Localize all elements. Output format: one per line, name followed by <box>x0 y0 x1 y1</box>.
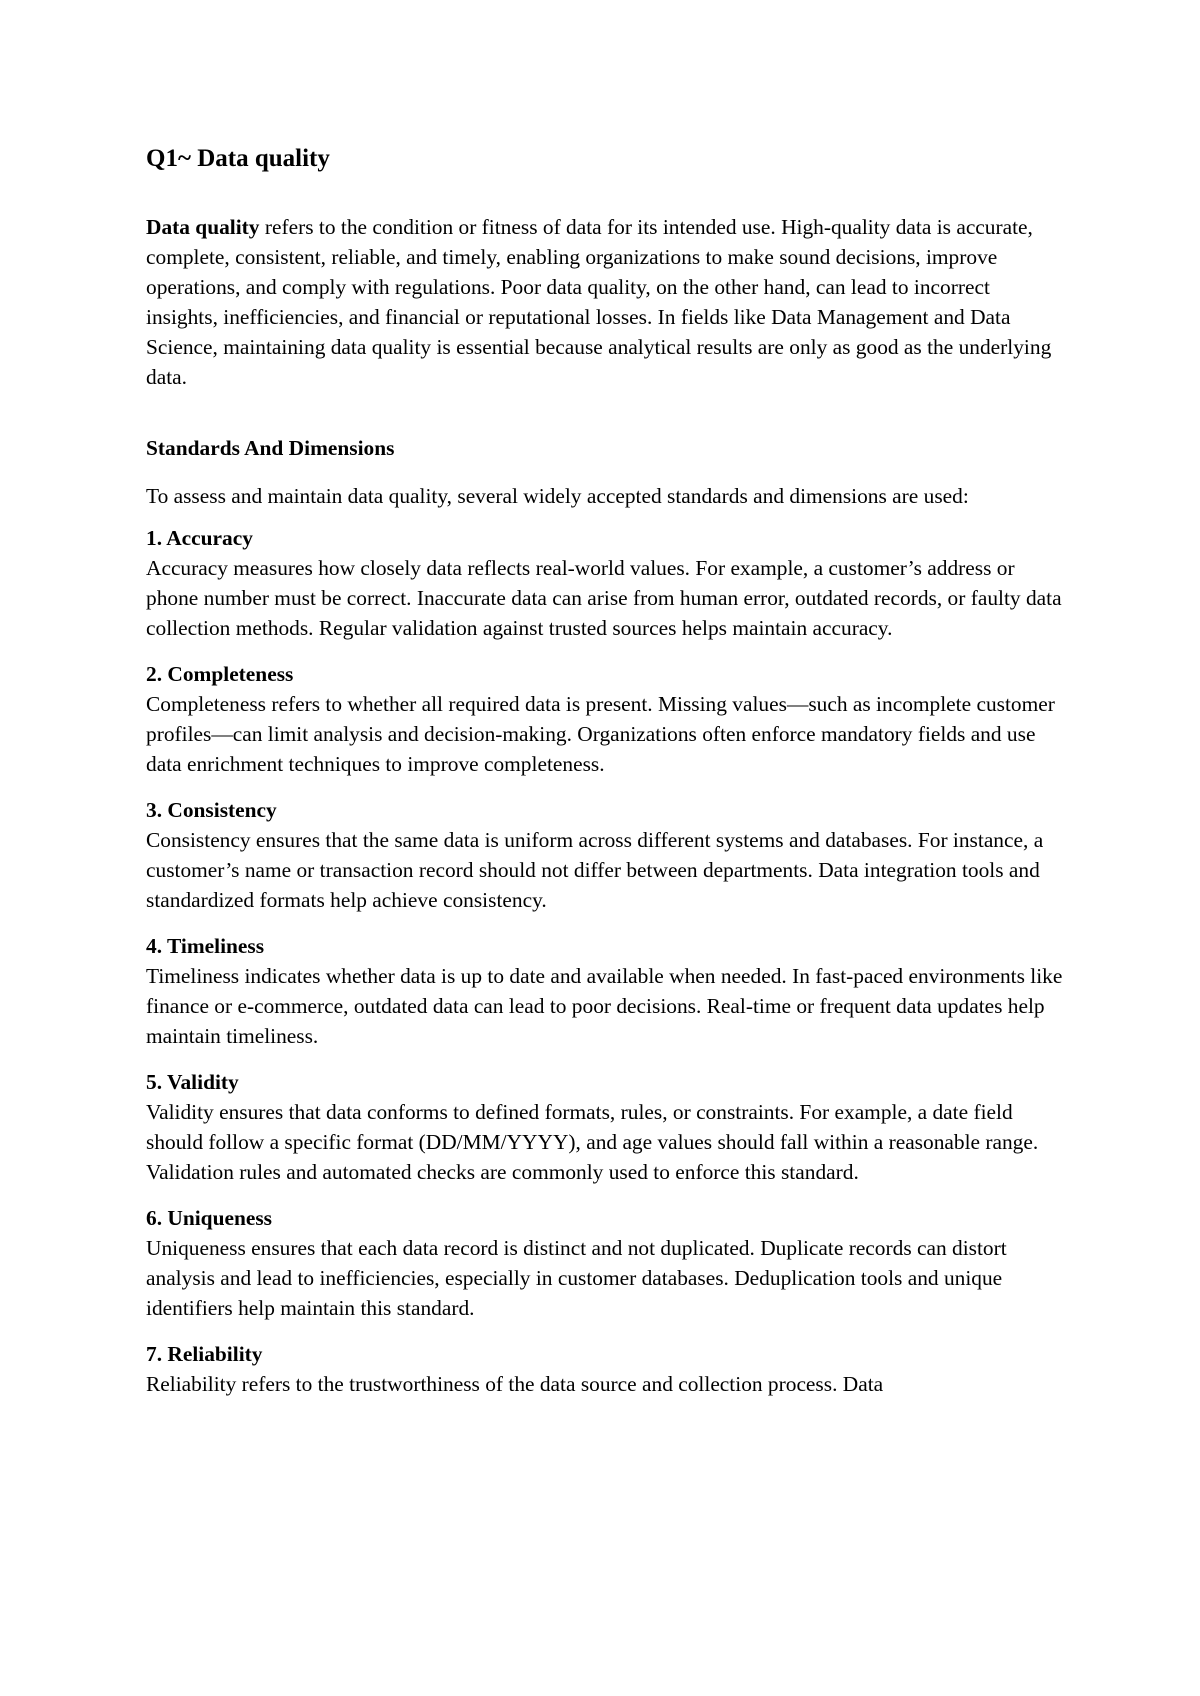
dimension-body: Reliability refers to the trustworthiness of the data source and collection process. Data <box>146 1372 884 1396</box>
dimension-title: 5. Validity <box>146 1070 239 1094</box>
intro-lead-term: Data quality <box>146 215 260 239</box>
intro-paragraph <box>146 212 1066 392</box>
intro-text: refers to the condition or fitness of data for its intended use. High-quality data is accurate, complete, consistent, reliable, and timely, enabling organizations to make sound decisions, improve operations, and comply with regulations. Poor data quality, on the other hand, can lead to incorrect insights, inefficiencies, and financial or reputational losses. In fields like Data Management and Data Science, maintaining data quality is essential because analytical results are only as good as the underlying data. <box>146 215 1052 389</box>
document-page <box>146 142 1066 1415</box>
dimension-body: Accuracy measures how closely data reflects real-world values. For example, a customer’s address or phone number must be correct. Inaccurate data can arise from human error, outdated records, or faulty data collection methods. Regular validation against trusted sources helps maintain accuracy. <box>146 556 1062 640</box>
dimension-body: Completeness refers to whether all required data is present. Missing values—such as incomplete customer profiles—can limit analysis and decision-making. Organizations often enforce mandatory fields and use data enrichment techniques to improve completeness. <box>146 692 1055 776</box>
dimension-body: Timeliness indicates whether data is up to date and available when needed. In fast-paced environments like finance or e-commerce, outdated data can lead to poor decisions. Real-time or frequent data updates help maintain timeliness. <box>146 964 1063 1048</box>
dimension-reliability <box>146 1339 1066 1399</box>
dimension-uniqueness <box>146 1203 1066 1323</box>
document-title: Q1~ Data quality <box>146 145 330 172</box>
dimension-body: Consistency ensures that the same data is uniform across different systems and databases. For instance, a customer’s name or transaction record should not differ between departments. Data integration tools and standardized formats help achieve consistency. <box>146 828 1044 912</box>
dimension-title: 2. Completeness <box>146 662 294 686</box>
dimension-body: Validity ensures that data conforms to defined formats, rules, or constraints. For example, a date field should follow a specific format (DD/MM/YYYY), and age values should fall within a reasonable range. Validation rules and automated checks are commonly used to enforce this standard. <box>146 1100 1039 1184</box>
dimension-consistency <box>146 795 1066 915</box>
dimension-title: 7. Reliability <box>146 1342 263 1366</box>
dimension-completeness <box>146 659 1066 779</box>
dimension-timeliness <box>146 931 1066 1051</box>
dimension-title: 6. Uniqueness <box>146 1206 273 1230</box>
dimension-title: 4. Timeliness <box>146 934 265 958</box>
dimension-title: 1. Accuracy <box>146 526 253 550</box>
dimension-title: 3. Consistency <box>146 798 277 822</box>
dimension-accuracy <box>146 523 1066 643</box>
section-heading: Standards And Dimensions <box>146 436 395 460</box>
dimension-validity <box>146 1067 1066 1187</box>
dimension-body: Uniqueness ensures that each data record is distinct and not duplicated. Duplicate records can distort analysis and lead to inefficiencies, especially in customer databases. Deduplication tools and unique identifiers help maintain this standard. <box>146 1236 1007 1320</box>
section-intro: To assess and maintain data quality, several widely accepted standards and dimensions are used: <box>146 484 969 508</box>
